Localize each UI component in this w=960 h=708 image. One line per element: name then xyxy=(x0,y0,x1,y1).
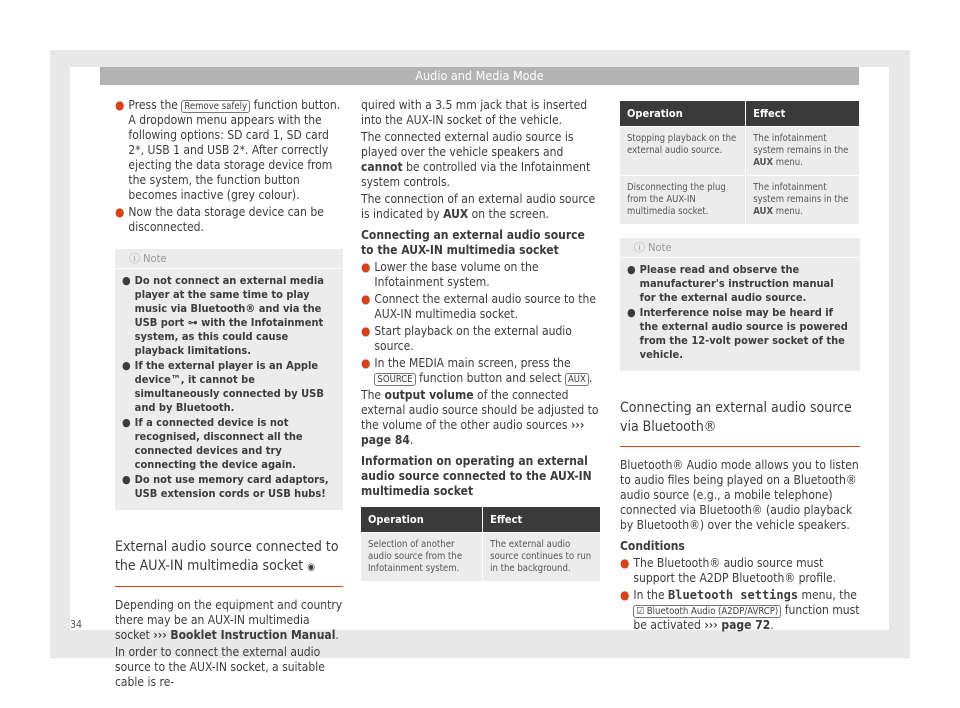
bluetooth-audio-button[interactable]: ☑ Bluetooth Audio (A2DP/AVRCP) xyxy=(633,605,781,618)
bullet-icon: ● xyxy=(627,263,636,276)
bullet-icon: ● xyxy=(122,416,131,429)
column-middle: quired with a 3.5 mm jack that is inserted into the AUX-IN socket of the vehicle. The connected external audio source is played over the vehicle speakers and cannot be controlled via the Infotainment system controls. The connection of an external audio source is indicated by AUX on the screen. Connecting an external audio source to the AUX-IN multimedia socket ● Lower the base volume on the Infotainment system. ● Connect the external audio source to the AUX-IN multimedia socket. ● Start playback on the external audio source. ● In the MEDIA main screen, press the SOURCE function button and select AUX . The output volume of the connected external audio source should be adjusted to the volume of the other audio sources ››› page 84. Information on operating an external audio source connected to the AUX-IN multimedia socket Operation Effect Selection of another audio source from the Infotainment system. The external audio source continues to run in the background. xyxy=(361,98,601,581)
subheading: Connecting an external audio source to the AUX-IN multimedia socket xyxy=(361,228,585,257)
bullet-icon: ● xyxy=(620,556,630,570)
note-box: ⓘ Note ● Please read and observe the manufacturer's instruction manual for the external audio source. ● Interference noise may be heard if the external audio source is powered from the 12-volt power socket of the vehicle. xyxy=(620,238,860,371)
aux-icon: ◉ xyxy=(307,562,316,573)
page-link[interactable]: ››› page 84 xyxy=(361,418,585,447)
aux-button[interactable]: AUX xyxy=(565,373,589,386)
column-right: Operation Effect Stopping playback on the external audio source. The infotainment system remains in the AUX menu. Disconnecting the plug from the AUX-IN multimedia socket. The infotainment system remains in the AUX menu. ⓘ Note ● Please read and observe the manufacturer's instruction manual for the external audio source. ● Interference noise may be heard if the external audio source is powered from the 12-volt power socket of the vehicle. Connecting an external audio source via Bluetooth® Bluetooth® Audio mode allows you to listen to audio files being played on a Bluetooth® audio source (e.g., a mobile telephone) connected via Bluetooth® (audio playback by Bluetooth®) over the vehicle speakers. Conditions ● The Bluetooth® audio source must support the A2DP Bluetooth® profile. ● In the Bluetooth settings menu, the ☑ Bluetooth Audio (A2DP/AVRCP) function must be activated ››› page 72. xyxy=(620,101,860,635)
info-icon: ⓘ xyxy=(129,252,140,265)
page-link[interactable]: ››› page 72 xyxy=(704,618,771,632)
note-header: ⓘ Note xyxy=(115,249,343,269)
source-button[interactable]: SOURCE xyxy=(374,373,415,386)
bullet-icon: ● xyxy=(361,324,371,338)
bullet-icon: ● xyxy=(122,359,131,372)
bullet-icon: ● xyxy=(361,292,371,306)
page-number: 34 xyxy=(70,619,83,631)
info-icon: ⓘ xyxy=(634,241,645,254)
booklet-link[interactable]: ››› Booklet Instruction Manual xyxy=(153,628,336,642)
bullet-icon: ● xyxy=(620,588,630,602)
bullet-icon: ● xyxy=(361,260,371,274)
remove-safely-button[interactable]: Remove safely xyxy=(181,100,250,113)
bullet-icon: ● xyxy=(122,274,131,287)
bullet-item: ● Now the data storage device can be disconnected. xyxy=(115,205,324,234)
operation-table: Operation Effect Selection of another audio source from the Infotainment system. The external audio source continues to run in the background. xyxy=(361,507,601,581)
bullet-icon: ● xyxy=(115,205,125,219)
bullet-icon: ● xyxy=(627,306,636,319)
bluetooth-settings-menu[interactable]: Bluetooth settings xyxy=(668,588,799,602)
subheading: Conditions xyxy=(620,539,685,553)
bullet-icon: ● xyxy=(115,98,125,112)
note-box: ⓘ Note ● Do not connect an external media player at the same time to play music via Bluetooth® and via the USB port ⊶ with the Infotainment system, as this could cause playback limitations. ● If the external player is an Apple device™, it cannot be simultaneously connected by USB and by Bluetooth. ● If a connected device is not recognised, disconnect all the connected devices and try connecting the device again. ● Do not use memory card adaptors, USB extension cords or USB hubs! xyxy=(115,249,343,510)
subheading: Information on operating an external audio source connected to the AUX-IN multimedia socket xyxy=(361,454,592,498)
bullet-item: ● Press the Remove safely function button. A dropdown menu appears with the following options: SD card 1, SD card 2*, USB 1 and USB 2*. After correctly ejecting the data storage device from the system, the function button becomes inactive (grey colour). xyxy=(115,98,341,202)
operation-table: Operation Effect Stopping playback on the external audio source. The infotainment system remains in the AUX menu. Disconnecting the plug from the AUX-IN multimedia socket. The infotainment system remains in the AUX menu. xyxy=(620,101,860,224)
page-header: Audio and Media Mode xyxy=(100,67,859,85)
column-left: ● Press the Remove safely function button. A dropdown menu appears with the following options: SD card 1, SD card 2*, USB 1 and USB 2*. After correctly ejecting the data storage device from the system, the function button becomes inactive (grey colour). ● Now the data storage device can be disconnected. ⓘ Note ● Do not connect an external media player at the same time to play music via Bluetooth® and via the USB port ⊶ with the Infotainment system, as this could cause playback limitations. ● If the external player is an Apple device™, it cannot be simultaneously connected by USB and by Bluetooth. ● If a connected device is not recognised, disconnect all the connected devices and try connecting the device again. ● Do not use memory card adaptors, USB extension cords or USB hubs! External audio source connected to the AUX-IN multimedia socket ◉ Depending on the equipment and country there may be an AUX-IN multimedia socket ››› Booklet Instruction Manual. In order to connect the external audio source to the AUX-IN socket, a suitable cable is re- xyxy=(115,98,343,689)
section-heading: External audio source connected to the AUX-IN multimedia socket ◉ xyxy=(115,538,343,587)
bullet-icon: ● xyxy=(122,473,131,486)
section-heading: Connecting an external audio source via Bluetooth® xyxy=(620,399,860,447)
note-header: ⓘ Note xyxy=(620,238,860,258)
bullet-icon: ● xyxy=(361,356,371,370)
